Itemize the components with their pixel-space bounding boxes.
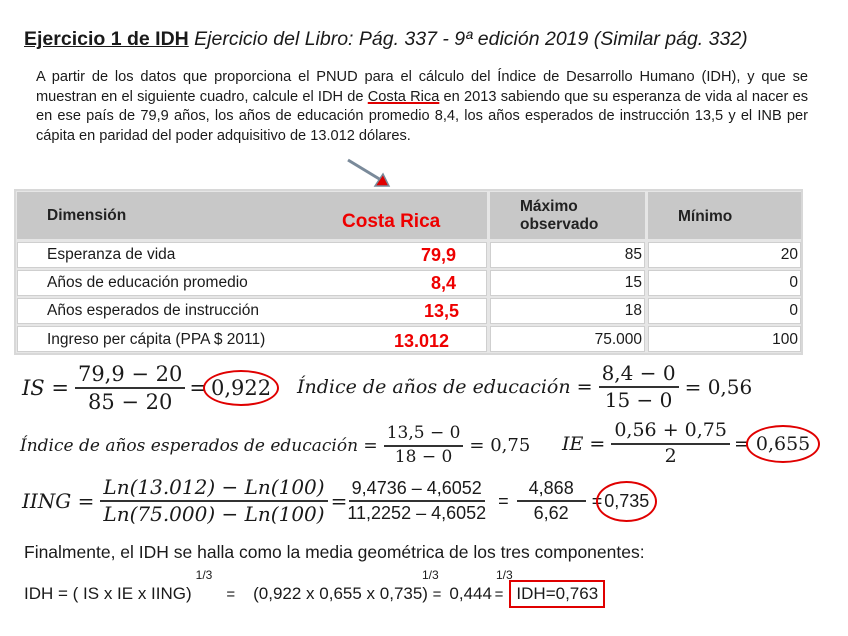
data-table <box>14 189 803 355</box>
header-dimension-cell <box>17 192 487 239</box>
row-max: 85 <box>624 246 642 263</box>
row-max-cell <box>490 242 645 268</box>
table-row <box>17 242 487 268</box>
row-max: 18 <box>624 302 642 319</box>
final-exponent-3: 1/3 <box>495 568 513 582</box>
row-dimension: Años de educación promedio <box>47 274 248 291</box>
iing-denominator-simplified: 6,62 <box>533 503 569 523</box>
is-lhs: IS = <box>22 376 69 401</box>
title-bold: Ejercicio 1 de IDH <box>24 28 189 50</box>
final-exponent-2: 1/3 <box>421 568 439 582</box>
table-row <box>17 298 487 324</box>
row-max-cell <box>490 298 645 324</box>
header-max-line1: Máximo <box>520 198 578 215</box>
row-max-cell <box>490 270 645 296</box>
iing-equals-3: = <box>591 490 603 511</box>
ie-equals: = <box>733 432 750 455</box>
equation-ie <box>562 420 820 468</box>
exp-fraction <box>384 424 464 467</box>
table-row <box>17 326 487 352</box>
header-min: Mínimo <box>678 208 733 225</box>
row-value: 13.012 <box>393 331 449 351</box>
ie-lhs: IE = <box>562 432 606 455</box>
iing-numerator-values: 9,4736 – 4,6052 <box>349 478 485 502</box>
final-equals-1: = <box>226 586 236 603</box>
edu-fraction <box>599 362 679 412</box>
is-result-circled: 0,922 <box>203 370 279 406</box>
row-dimension: Años esperados de instrucción <box>47 302 259 319</box>
iing-lhs: IING = <box>22 489 95 513</box>
header-max-line2: observado <box>520 216 599 233</box>
final-equals-2: = <box>432 586 442 603</box>
row-min: 0 <box>789 302 798 319</box>
row-min: 20 <box>780 246 798 263</box>
row-value: 8,4 <box>430 273 456 293</box>
final-exponent-1: 1/3 <box>195 568 213 582</box>
ie-numerator: 0,56 + 0,75 <box>611 420 730 445</box>
ie-result-circled: 0,655 <box>746 425 820 463</box>
iing-equals-2: = <box>498 490 509 511</box>
exercise-title <box>24 28 748 51</box>
header-country: Costa Rica <box>342 211 441 232</box>
idh-result-boxed: IDH=0,763 <box>509 580 605 608</box>
final-product: 0,444 <box>449 584 492 603</box>
exp-numerator: 13,5 − 0 <box>384 424 464 447</box>
intro-text-1: A partir de los datos que proporciona el PNUD para el cálculo del Índice de Desarrollo Humano (IDH), y que se muestran en el siguiente cuadro, calcule el IDH de <box>36 69 808 105</box>
edu-numerator: 8,4 − 0 <box>599 362 679 388</box>
equation-is <box>22 362 279 414</box>
exp-denominator: 18 − 0 <box>394 446 453 467</box>
row-min-cell <box>648 270 801 296</box>
final-equals-3: = <box>494 586 504 603</box>
edu-result: = 0,56 <box>684 375 753 399</box>
row-max: 75.000 <box>594 331 642 348</box>
ie-fraction <box>611 420 730 468</box>
row-max-cell <box>490 326 645 352</box>
final-formula-values: (0,922 x 0,655 x 0,735) <box>253 584 428 603</box>
header-dimension: Dimensión <box>47 207 127 224</box>
header-max <box>520 198 598 234</box>
edu-denominator: 15 − 0 <box>604 388 673 412</box>
equation-expected-years <box>20 424 530 467</box>
equation-iing <box>22 476 657 526</box>
header-max-cell <box>490 192 645 239</box>
exp-lhs: Índice de años esperados de educación = <box>20 435 378 456</box>
row-min-cell <box>648 242 801 268</box>
is-denominator: 85 − 20 <box>87 390 173 415</box>
title-subtitle: Ejercicio del Libro: Pág. 337 - 9ª edición 2019 (Similar pág. 332) <box>188 28 748 50</box>
iing-fraction-values <box>347 478 486 523</box>
iing-equals-1: = <box>330 489 348 513</box>
iing-result-circled: 0,735 <box>596 481 657 522</box>
iing-denominator-ln: Ln(75.000) − Ln(100) <box>103 502 325 526</box>
exp-result: = 0,75 <box>469 435 531 457</box>
final-formula-general: IDH = ( IS x IE x IING) <box>24 584 192 603</box>
country-highlight: Costa Rica <box>367 88 440 105</box>
is-equals: = <box>189 376 207 401</box>
row-min: 0 <box>789 274 798 291</box>
intro-text-2: en 2013 sabiendo que su esperanza de vida al nacer es en ese país de 79,9 años, los años de educación promedio 8,4, los años esperados de instrucción 13,5 y el INB per cápita en paridad del poder adquisitivo de 13.012 dólares. <box>36 88 809 144</box>
row-min-cell <box>648 298 801 324</box>
row-min-cell <box>648 326 801 352</box>
row-max: 15 <box>624 274 642 291</box>
header-min-cell <box>648 192 801 239</box>
iing-fraction-simplified <box>517 478 586 523</box>
iing-numerator-ln: Ln(13.012) − Ln(100) <box>100 476 327 502</box>
iing-numerator-simplified: 4,868 <box>517 478 586 502</box>
row-dimension: Esperanza de vida <box>47 246 176 263</box>
row-value: 79,9 <box>420 245 456 265</box>
intro-paragraph <box>36 68 808 146</box>
row-dimension: Ingreso per cápita (PPA $ 2011) <box>47 331 266 348</box>
iing-fraction-ln <box>100 476 327 526</box>
row-min: 100 <box>772 331 798 348</box>
conclusion-text: Finalmente, el IDH se halla como la media geométrica de los tres componentes: <box>24 542 645 562</box>
edu-lhs: Índice de años de educación = <box>297 376 593 398</box>
is-fraction <box>75 362 185 414</box>
final-formula <box>24 568 605 608</box>
row-value: 13,5 <box>423 301 459 321</box>
table-row <box>17 270 487 296</box>
is-numerator: 79,9 − 20 <box>75 362 185 389</box>
iing-denominator-values: 11,2252 – 4,6052 <box>347 503 487 523</box>
equation-education-index <box>297 362 752 412</box>
ie-denominator: 2 <box>664 444 677 467</box>
arrow-icon <box>345 158 395 190</box>
